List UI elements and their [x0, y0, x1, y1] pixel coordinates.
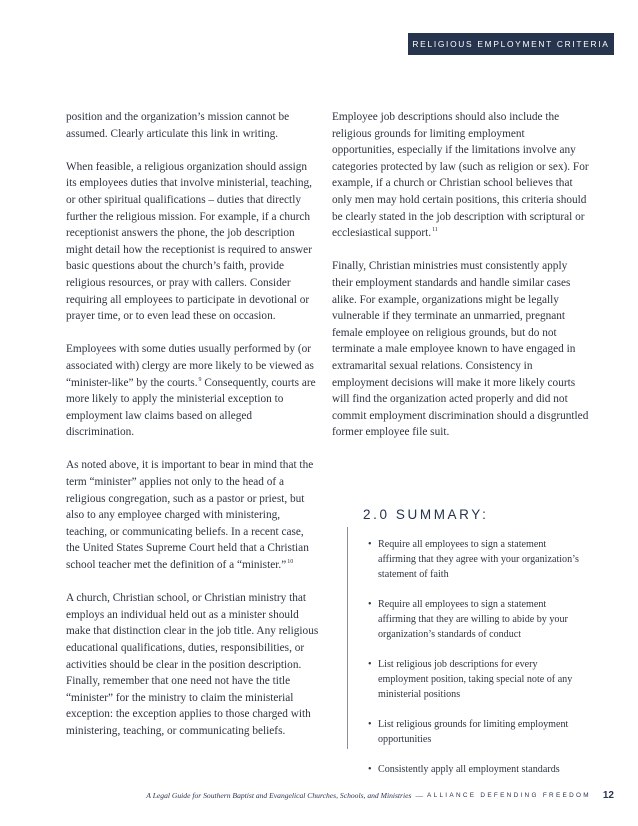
right-column	[332, 109, 589, 441]
summary-item	[368, 537, 586, 582]
left-column	[66, 109, 320, 740]
right-paragraph-1-text: Employee job descriptions should also include the religious grounds for limiting employment opportunities, especially if the limitations involve any categories protected by law (such as religion or sex). For example, if a church or Christian school believes that only men may hold certain positions, this criteria should be clearly stated in the job description with scriptural or ecclesiastical support.	[332, 111, 589, 240]
left-paragraph-2: When feasible, a religious organization should assign its employees duties that involve ministerial, teaching, or other spiritual qualifications – duties that directly further the religious mission. For example, if a church receptionist answers the phone, the job description might detail how the receptionist is required to answer basic questions about the church’s faith, provide religious resources, or pray with callers. Consider requiring all employees to participate in devotional or prayer time, or to even lead these on occasion.	[66, 160, 312, 323]
bullet-icon: •	[368, 539, 372, 550]
footnote-ref-11: 11	[432, 227, 438, 234]
summary-title: 2.0 SUMMARY:	[363, 507, 489, 522]
page-number: 12	[602, 789, 614, 801]
left-paragraph-3-text-b: Consequently, courts are more likely to apply the ministerial exception to employment law claims based on alleged discrimination.	[66, 376, 316, 439]
summary-item-text: List religious grounds for limiting employment opportunities	[378, 719, 569, 745]
right-paragraph-2: Finally, Christian ministries must consistently apply their employment standards and handle similar cases alike. For example, organizations might be legally vulnerable if they terminate an unmarried, pregnant female employee on religious grounds, but do not terminate a male employee known to have engaged in extramarital sexual relations. Consistency in employment decisions will make it more likely courts will find the organization acted properly and did not commit employment discrimination should a disgruntled former employee file suit.	[332, 260, 589, 439]
footer-separator: —	[415, 790, 424, 800]
bullet-icon: •	[368, 599, 372, 610]
footnote-ref-9: 9	[198, 376, 202, 383]
footnote-ref-10: 10	[287, 559, 294, 566]
left-paragraph-5: A church, Christian school, or Christian ministry that employs an individual held out as a minister should make that distinction clear in the job title. Any religious educational qualifications, duties, responsibilities, or activities should be clear in the position description. Finally, remember that one need not have the title “minister” for the ministry to claim the ministerial exception: the exception applies to those charged with ministering, teaching, or communicating beliefs.	[66, 592, 319, 737]
summary-item	[368, 657, 586, 702]
bullet-icon: •	[368, 764, 372, 775]
summary-list	[368, 537, 586, 792]
left-paragraph-3	[66, 341, 320, 441]
summary-item-text: Consistently apply all employment standards	[378, 764, 560, 775]
left-paragraph-3-text-a: Employees with some duties usually performed by (or associated with) clergy are more likely to be viewed as “minister-like” by the courts.	[66, 343, 314, 389]
summary-box	[347, 507, 587, 775]
left-paragraph-4	[66, 457, 320, 573]
summary-item	[368, 762, 586, 777]
section-header-banner	[408, 33, 614, 55]
page-footer	[100, 788, 614, 802]
footer-publication-title: A Legal Guide for Southern Baptist and Evangelical Churches, Schools, and Ministries	[146, 790, 412, 800]
left-paragraph-4-text: As noted above, it is important to bear in mind that the term “minister” applies not only to the head of a religious congregation, such as a pastor or priest, but also to any employee charged with ministering, teaching, or communicating beliefs. In a recent case, the United States Supreme Court held that a Christian school teacher met the definition of a “minister.”	[66, 459, 314, 572]
summary-item-text: Require all employees to sign a statement affirming that they are willing to abide by your organization’s standards of conduct	[378, 599, 568, 640]
summary-divider-line	[347, 527, 348, 749]
summary-item	[368, 717, 586, 747]
footer-organization: ALLIANCE DEFENDING FREEDOM	[427, 791, 591, 799]
summary-item	[368, 597, 586, 642]
bullet-icon: •	[368, 719, 372, 730]
left-paragraph-1: position and the organization’s mission cannot be assumed. Clearly articulate this link in writing.	[66, 111, 290, 140]
summary-item-text: Require all employees to sign a statement affirming that they agree with your organization’s statement of faith	[378, 539, 579, 580]
summary-item-text: List religious job descriptions for every employment position, taking special note of any ministerial positions	[378, 659, 573, 700]
right-paragraph-1	[332, 109, 589, 242]
bullet-icon: •	[368, 659, 372, 670]
section-header-title: RELIGIOUS EMPLOYMENT CRITERIA	[412, 39, 610, 49]
